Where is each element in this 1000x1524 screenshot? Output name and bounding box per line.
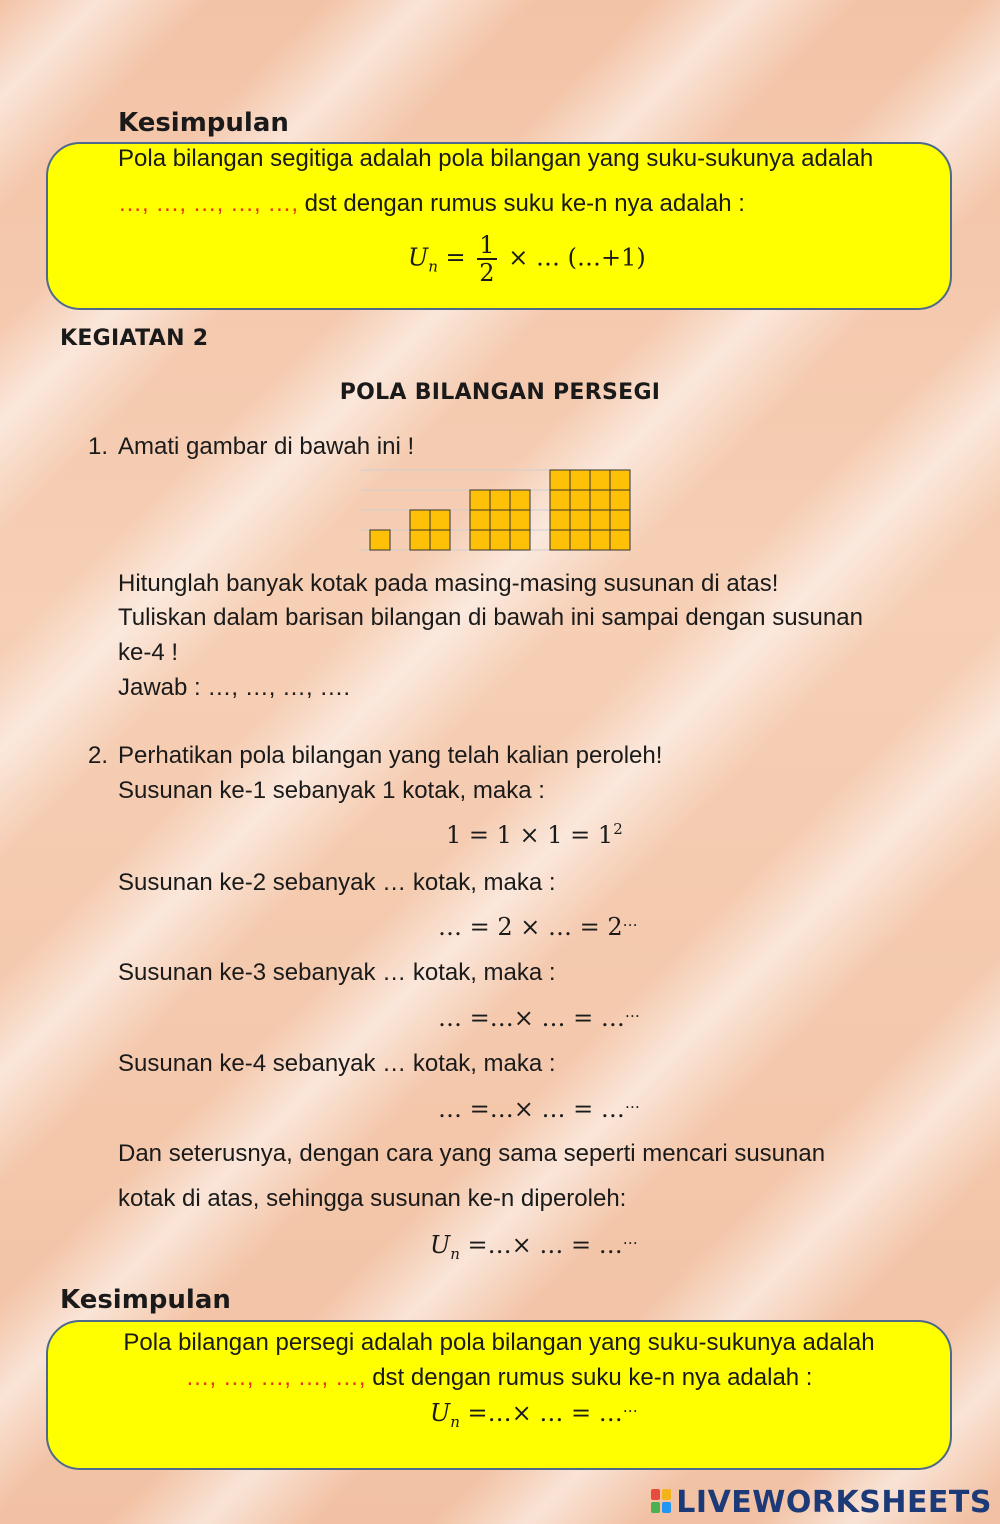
kesimpulan-2-formula[interactable] <box>430 1398 638 1431</box>
q2-text: Perhatikan pola bilangan yang telah kalian peroleh! <box>118 742 663 769</box>
unit-square <box>610 530 630 550</box>
blank-sequence-2[interactable]: …, …, …, …, …, <box>185 1364 366 1391</box>
brand-text: LIVEWORKSHEETS <box>676 1485 992 1520</box>
unit-square <box>430 530 450 550</box>
line2-text: dst dengan rumus suku ke-n nya adalah : <box>298 190 745 217</box>
f2-sub: n <box>450 1412 460 1431</box>
q2-equation-n[interactable] <box>430 1230 638 1263</box>
q2-susunan-4[interactable]: Susunan ke-4 sebanyak … kotak, maka : <box>118 1050 556 1077</box>
unit-square <box>590 490 610 510</box>
formula-eq: = <box>445 243 466 272</box>
unit-square <box>410 510 430 530</box>
unit-square <box>410 530 430 550</box>
blank-sequence[interactable]: …, …, …, …, …, <box>118 190 299 217</box>
eq4-text[interactable]: … =…× … = … <box>438 1095 625 1123</box>
unit-square <box>610 470 630 490</box>
unit-square <box>610 490 630 510</box>
q1-paragraph-1: Hitunglah banyak kotak pada masing-masing susunan di atas! <box>118 570 779 597</box>
logo-mark-icon <box>651 1489 673 1515</box>
unit-square <box>470 490 490 510</box>
fraction <box>477 232 496 286</box>
eq4-sup[interactable]: … <box>624 1094 640 1112</box>
q1-paragraph-3: ke-4 ! <box>118 639 179 666</box>
unit-square <box>550 470 570 490</box>
unit-square <box>570 530 590 550</box>
unit-square <box>490 490 510 510</box>
kegiatan-title: POLA BILANGAN PERSEGI <box>339 380 661 405</box>
unit-square <box>370 530 390 550</box>
q2-equation-3[interactable] <box>438 1003 640 1032</box>
unit-square <box>470 510 490 530</box>
q2-paragraph-2: kotak di atas, sehingga susunan ke-n diperoleh: <box>118 1185 627 1212</box>
eqn-sub: n <box>450 1244 460 1263</box>
unit-square <box>490 510 510 530</box>
eqn-sup[interactable]: … <box>622 1230 638 1248</box>
q2-paragraph-1: Dan seterusnya, dengan cara yang sama seperti mencari susunan <box>118 1140 826 1167</box>
q2-equation-1 <box>446 820 623 849</box>
unit-square <box>570 470 590 490</box>
formula-sub: n <box>428 257 438 276</box>
unit-square <box>470 530 490 550</box>
kesimpulan-1-line1: Pola bilangan segitiga adalah pola bilangan yang suku-sukunya adalah <box>118 145 874 172</box>
formula-lhs: U <box>408 243 429 272</box>
unit-square <box>490 530 510 550</box>
kesimpulan-2-line2 <box>0 1364 998 1392</box>
f2-sup[interactable]: … <box>622 1398 638 1416</box>
unit-square <box>550 490 570 510</box>
eqn-lhs: U <box>430 1231 451 1259</box>
unit-square <box>430 510 450 530</box>
q2-susunan-3[interactable]: Susunan ke-3 sebanyak … kotak, maka : <box>118 959 556 986</box>
f2-lhs: U <box>430 1399 451 1427</box>
liveworksheets-logo <box>651 1485 992 1520</box>
unit-square <box>550 530 570 550</box>
q2-susunan-2[interactable]: Susunan ke-2 sebanyak … kotak, maka : <box>118 869 556 896</box>
kesimpulan-2-line1: Pola bilangan persegi adalah pola bilangan yang suku-sukunya adalah <box>123 1329 875 1356</box>
eq2-sup[interactable]: … <box>622 912 638 930</box>
kesimpulan-1-title: Kesimpulan <box>118 108 289 138</box>
square-arrangement-2 <box>410 510 450 550</box>
formula-rest[interactable]: × … (…+1) <box>508 243 646 272</box>
q1-number: 1. <box>88 433 109 460</box>
fraction-num: 1 <box>479 231 495 259</box>
square-arrangement-4 <box>550 470 630 550</box>
eq3-text[interactable]: … =…× … = … <box>438 1004 625 1032</box>
eq1-text: 1 = 1 × 1 = 1 <box>446 821 614 849</box>
line2-text-2: dst dengan rumus suku ke-n nya adalah : <box>365 1364 813 1391</box>
unit-square <box>590 470 610 490</box>
unit-square <box>510 510 530 530</box>
eq1-sup: 2 <box>613 820 623 838</box>
unit-square <box>510 490 530 510</box>
fraction-den: 2 <box>479 259 495 287</box>
square-arrangement-1 <box>370 530 390 550</box>
f2-rhs[interactable]: =…× … = … <box>459 1399 623 1427</box>
unit-square <box>590 510 610 530</box>
eq3-sup[interactable]: … <box>624 1003 640 1021</box>
q2-equation-4[interactable] <box>438 1094 640 1123</box>
square-pattern-figure <box>360 462 640 558</box>
q1-text: Amati gambar di bawah ini ! <box>118 433 415 460</box>
square-arrangement-3 <box>470 490 530 550</box>
unit-square <box>570 490 590 510</box>
unit-square <box>610 510 630 530</box>
q2-number: 2. <box>88 742 109 769</box>
eqn-rhs[interactable]: =…× … = … <box>459 1231 623 1259</box>
unit-square <box>550 510 570 530</box>
kesimpulan-1-formula <box>408 232 646 286</box>
kesimpulan-2-title: Kesimpulan <box>60 1285 231 1315</box>
q1-answer[interactable]: Jawab : …, …, …, …. <box>118 674 351 701</box>
unit-square <box>510 530 530 550</box>
q1-paragraph-2: Tuliskan dalam barisan bilangan di bawah ini sampai dengan susunan <box>118 604 863 631</box>
eq2-text[interactable]: … = 2 × … = 2 <box>438 913 623 941</box>
kesimpulan-1-line2 <box>118 190 745 218</box>
unit-square <box>590 530 610 550</box>
q2-equation-2[interactable] <box>438 912 638 941</box>
kegiatan-label: KEGIATAN 2 <box>60 326 209 351</box>
unit-square <box>570 510 590 530</box>
q2-susunan-1: Susunan ke-1 sebanyak 1 kotak, maka : <box>118 777 545 804</box>
